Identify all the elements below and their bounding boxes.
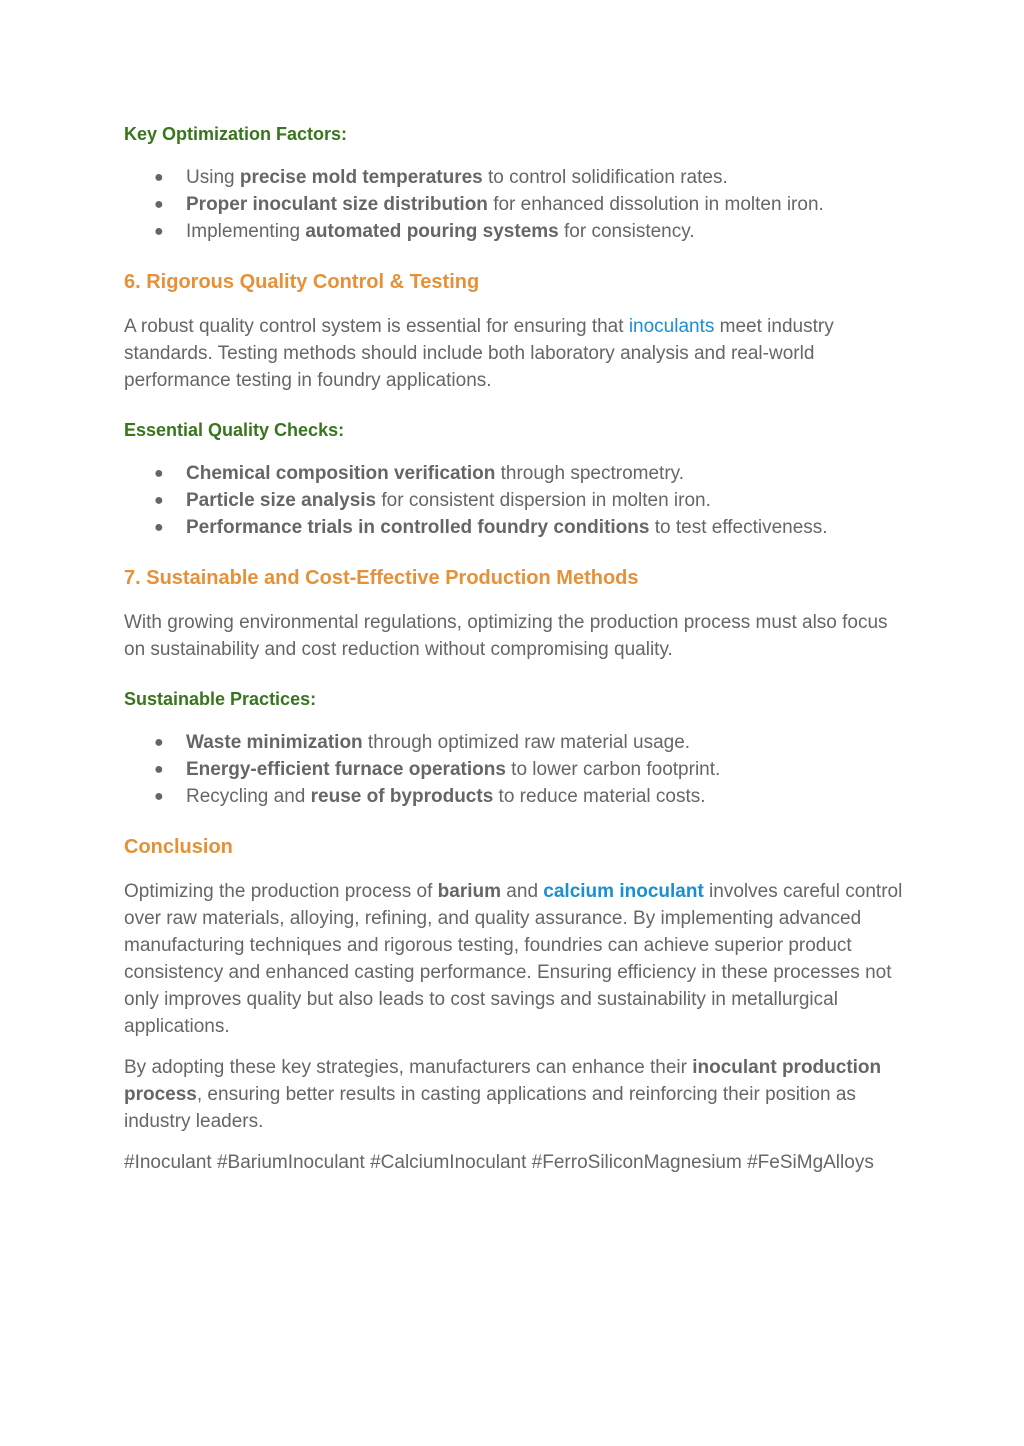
- calcium-inoculant-link[interactable]: calcium inoculant: [543, 881, 704, 902]
- quality-checks-heading: Essential Quality Checks:: [124, 420, 345, 440]
- bullet-icon: ●: [154, 788, 164, 805]
- section6-heading: 6. Rigorous Quality Control & Testing: [124, 271, 480, 293]
- bullet-icon: ●: [154, 223, 164, 240]
- list-item: ● Chemical composition verification through spectrometry.: [124, 460, 904, 487]
- inoculants-link[interactable]: inoculants: [628, 316, 715, 337]
- list-item: ● Particle size analysis for consistent dispersion in molten iron.: [124, 487, 904, 514]
- list-item: ● Performance trials in controlled foundry conditions to test effectiveness.: [124, 514, 904, 541]
- bullet-icon: ●: [154, 519, 164, 536]
- conclusion-heading: Conclusion: [124, 836, 233, 858]
- bullet-icon: ●: [154, 761, 164, 778]
- sustainable-practices-heading: Sustainable Practices:: [124, 689, 317, 709]
- section6-paragraph: A robust quality control system is essential for ensuring that inoculants meet industry standards. Testing methods should include both laboratory analysis and real-world performance testing in foundry applications.: [124, 316, 834, 391]
- document-content: [124, 118, 904, 1176]
- sustainable-practices-list: [124, 729, 904, 810]
- list-item: ● Using precise mold temperatures to control solidification rates.: [124, 164, 904, 191]
- section7-paragraph: With growing environmental regulations, optimizing the production process must also focus on sustainability and cost reduction without compromising quality.: [124, 612, 888, 660]
- list-item: ● Recycling and reuse of byproducts to reduce material costs.: [124, 783, 904, 810]
- list-item: ● Proper inoculant size distribution for enhanced dissolution in molten iron.: [124, 191, 904, 218]
- bullet-icon: ●: [154, 734, 164, 751]
- conclusion-paragraph-2: By adopting these key strategies, manufacturers can enhance their inoculant production process, ensuring better results in casting applications and reinforcing their position as industry leaders.: [124, 1057, 882, 1132]
- list-item: ● Waste minimization through optimized raw material usage.: [124, 729, 904, 756]
- bullet-icon: ●: [154, 169, 164, 186]
- list-item: ● Energy-efficient furnace operations to lower carbon footprint.: [124, 756, 904, 783]
- quality-checks-list: [124, 460, 904, 541]
- key-factors-list: [124, 164, 904, 245]
- key-factors-heading: Key Optimization Factors:: [124, 124, 348, 144]
- bullet-icon: ●: [154, 196, 164, 213]
- list-item: ● Implementing automated pouring systems for consistency.: [124, 218, 904, 245]
- section7-heading: 7. Sustainable and Cost-Effective Production Methods: [124, 567, 639, 589]
- bullet-icon: ●: [154, 465, 164, 482]
- bullet-icon: ●: [154, 492, 164, 509]
- hashtags: #Inoculant #BariumInoculant #CalciumInoculant #FerroSiliconMagnesium #FeSiMgAlloys: [124, 1152, 874, 1173]
- conclusion-paragraph-1: Optimizing the production process of barium and calcium inoculant involves careful control over raw materials, alloying, refining, and quality assurance. By implementing advanced manufacturing techniques and rigorous testing, foundries can achieve superior product consistency and enhanced casting performance. Ensuring efficiency in these processes not only improves quality but also leads to cost savings and sustainability in metallurgical applications.: [124, 881, 903, 1037]
